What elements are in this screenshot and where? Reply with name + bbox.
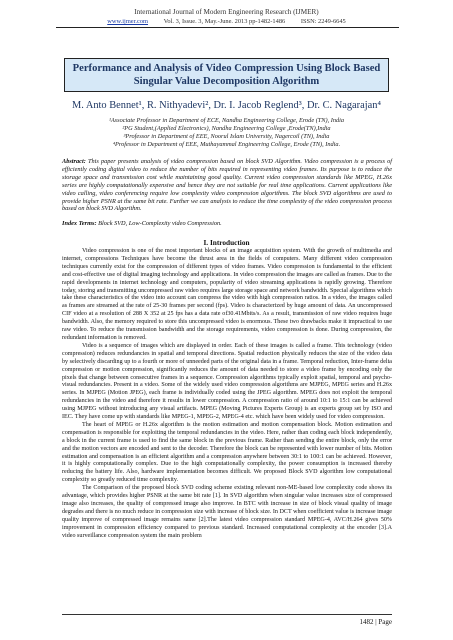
paragraph: Video compression is one of the most important blocks of an image acquisition system. With the growth of multimedia and internet, compressions Techniques have become the thrust area in the fields of computers. Many different video compression techniques currently exist for the compression of different types of video frames. Video compression is fundamental to the efficient and cost-effective use of digital imaging technology and applications. In video compression the images are called as frames. Due to the rapid developments in internet technology and computers, popularity of video streaming applications is rapidly growing. Therefore today, storing and transmitting uncompressed raw video requires large storage space and network bandwidth. Special algorithms which take these characteristics of the video into account can compress the video with high compression ratios. In a video, the images called as frames are streamed at the rate of 25-30 frames per second (fps). Video is characterized by huge amount of data. An uncompressed CIF video at a resolution of 288 X 352 at 25 fps has a data rate of30.41Mbits/s. As a result, transmission of raw video requires huge bandwidth. Also, the memory required to store this uncompressed video is enormous. These two drawbacks make it impractical to use raw video. To reduce the transmission bandwidth and the storage requirements, video compression is done. During compression, the redundant information is removed. [62, 248, 392, 341]
footer-divider [62, 614, 392, 615]
abstract-label: Abstract: [62, 158, 86, 165]
page-number: 1482 | Page [359, 618, 392, 626]
title-line-2: Singular Value Decomposition Algorithm [133, 76, 320, 87]
paragraph: Video is a sequence of images which are displayed in order. Each of these images is called a frame. This technology (video compression) reduces redundancies in spatial and temporal directions. Spatial reduction physically reduces the size of the video data by selectively discarding up to a fourth or more of unneeded parts of the original data in a frame. Temporal reduction, Inter-frame delta compression or motion compression, significantly reduces the amount of data needed to store a video frame by encoding only the pixels that change between consecutive frames in a sequence. Compression algorithms typically exploit spatial, temporal and psycho-visual redundancies. Present in a video. Some of the widely used video compression algorithms are MJPEG, MPEG series and H.26x series. In MJPEG (Motion JPEG), each frame is individually coded using the JPEG algorithm. MPEG does not exploit the temporal redundancies in the video and therefore it results in lower compression. A compression ratio of around 10:1 to 15:1 can be achieved using MJPEG without introducing any visual artifacts. MPEG (Moving Pictures Experts Group) is an experts group set by ISO and IEC. They have come up with standards like MPEG-1, MPEG-2, MPEG-4 etc. which have been widely used for video compression. [62, 342, 392, 421]
affiliation-2: ²PG Student,(Applied Electronics), Nandha Engineering College ,Erode(TN),India [122, 125, 331, 132]
header-divider [56, 27, 399, 28]
journal-issn: ISSN: 2249-6645 [300, 18, 346, 25]
paragraph: The heart of MPEG or H.26x algorithm is the motion estimation and motion compensation block. Motion estimation and compensation is responsible for exploiting the temporal redundancies in the video. Here, rather than coding each block independently, a block in the current frame is used to find the same block in the previous frame. Rather than sending the entire block, only the error and the motion vectors are encoded and sent to the decoder. Therefore the block can be represented with lower number of bits. Motion estimation and compensation is an efficient algorithm and a compression anywhere between 30:1 to 100:1 can be achieved. However, it is highly computationally complex. Due to the high computationally complexity, the power consumption is increased thereby reducing the battery life. Also, hardware implementation becomes difficult. We proposed Block SVD algorithm low computational complexity so greatly reduced time complexity. [62, 421, 392, 484]
paper-title [64, 58, 389, 92]
affiliation-4: ⁴Professor in Department of EEE, Muthayammal Engineering College, Erode (TN), India. [112, 141, 341, 148]
affiliation-3: ³Professor in Department of EEE, Noorul Islam University, Nagercoil (TN), India [123, 133, 330, 140]
title-line-1: Performance and Analysis of Video Compression Using Block Based [72, 63, 381, 74]
index-terms-label: Index Terms: [62, 220, 97, 227]
index-terms-text: Block SVD, Low-Complexity video Compression. [98, 220, 222, 227]
body-text [62, 248, 392, 541]
index-terms-block [62, 220, 392, 227]
journal-issue: Vol. 3, Issue. 3, May.-June. 2013 pp-1482-1486 [163, 18, 286, 25]
abstract-block [62, 158, 392, 213]
abstract-text: This paper presents analysis of video compression based on block SVD Algorithm. Video compression is a process of efficiently coding digital video to reduce the number of bits required in representing video frames. Its purpose is to reduce the storage space and transmission cost while maintaining good quality. Current video compression standards like MPEG, H.26x series are highly computationally expensive and hence they are not suitable for real time applications. Current applications like video calling, video conferencing require low complexity video compression algorithms. The block SVD algorithms are used to provide higher PSNR at the same bit rate. Further we can analysis to reduce the time complexity of the video compression process based on block SVD Algorithm. [62, 158, 393, 213]
journal-name: International Journal of Modern Engineering Research (IJMER) [134, 8, 319, 16]
journal-url-link[interactable]: www.ijmer.com [107, 18, 149, 25]
paragraph: The Comparison of the proposed block SVD coding scheme existing relevant non-ME-based low complexity code shows its advantage, which provides higher PSNR at the same bit rate [1]. In SVD algorithm when singular value increases size of compressed image also increases, the quality of compressed image also improve. In BTC with increase in size of block visual quality of image degrades and there is no much reduce in compression size with increase of block size. In DCT when coefficient value is increase image quality improve of compressed image remains same [2].The latest video compression standard MPEG-4, AVC/H.264 gives 50% improvement in compression efficiency compared to previous standard. Increased computational complexity at the encoder [3].A video surveillance compression system the main problem [62, 485, 392, 539]
author-list: M. Anto Bennet¹, R. Nithyadevi², Dr. I. Jacob Reglend³, Dr. C. Nagarajan⁴ [71, 100, 382, 111]
section-heading: I. Introduction [203, 238, 250, 247]
journal-meta [0, 18, 453, 25]
affiliation-1: ¹Associate Professor in Department of ECE, Nandha Engineering College, Erode (TN), India [108, 117, 345, 124]
